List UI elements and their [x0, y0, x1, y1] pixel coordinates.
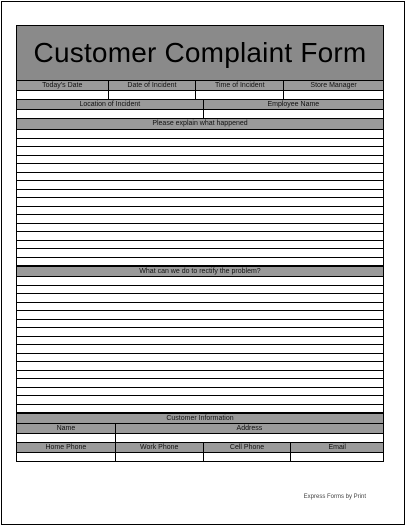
explain-lines[interactable]: [16, 130, 384, 266]
name-address-fields-row: [16, 434, 384, 443]
date-of-incident-label: Date of Incident: [109, 81, 197, 90]
time-of-incident-field[interactable]: [196, 91, 284, 99]
rectify-section-header: What can we do to rectify the problem?: [16, 266, 384, 277]
location-fields-row: [16, 110, 384, 119]
form-title: Customer Complaint Form: [33, 37, 367, 68]
name-field[interactable]: [17, 434, 116, 442]
store-manager-field[interactable]: [284, 91, 383, 99]
email-label: Email: [328, 444, 346, 451]
writing-line[interactable]: [17, 294, 383, 303]
writing-line[interactable]: [17, 396, 383, 405]
writing-line[interactable]: [17, 181, 383, 190]
phone-fields-row: [16, 453, 384, 462]
cell-phone-field[interactable]: [204, 453, 292, 461]
writing-line[interactable]: [17, 147, 383, 156]
writing-line[interactable]: [17, 277, 383, 286]
writing-line[interactable]: [17, 190, 383, 199]
writing-line[interactable]: [17, 198, 383, 207]
writing-line[interactable]: [17, 249, 383, 258]
title-banner: [16, 25, 384, 81]
writing-line[interactable]: [17, 337, 383, 346]
writing-line[interactable]: [17, 215, 383, 224]
writing-line[interactable]: [17, 320, 383, 329]
writing-line[interactable]: [17, 405, 383, 414]
explain-section-header: Please explain what happened: [16, 119, 384, 130]
writing-line[interactable]: [17, 156, 383, 165]
writing-line[interactable]: [17, 303, 383, 312]
work-phone-field[interactable]: [116, 453, 204, 461]
location-label: Location of Incident: [17, 100, 204, 109]
employee-name-field[interactable]: [204, 110, 383, 118]
email-field[interactable]: [291, 453, 383, 461]
writing-line[interactable]: [17, 173, 383, 182]
location-field[interactable]: [17, 110, 204, 118]
todays-date-label: Today's Date: [17, 81, 109, 90]
writing-line[interactable]: [17, 224, 383, 233]
incident-fields-row: [16, 91, 384, 100]
writing-line[interactable]: [17, 362, 383, 371]
writing-line[interactable]: [17, 379, 383, 388]
name-address-header-row: [16, 424, 384, 434]
writing-line[interactable]: [17, 371, 383, 380]
home-phone-field[interactable]: [17, 453, 116, 461]
writing-line[interactable]: [17, 241, 383, 250]
date-of-incident-field[interactable]: [109, 91, 197, 99]
cell-phone-label: Cell Phone: [204, 443, 292, 452]
writing-line[interactable]: [17, 328, 383, 337]
writing-line[interactable]: [17, 258, 383, 267]
employee-name-label: Employee Name: [267, 101, 320, 108]
writing-line[interactable]: [17, 345, 383, 354]
writing-line[interactable]: [17, 354, 383, 363]
writing-line[interactable]: [17, 388, 383, 397]
customer-info-header: Customer Information: [16, 413, 384, 424]
writing-line[interactable]: [17, 207, 383, 216]
work-phone-label: Work Phone: [116, 443, 204, 452]
address-field[interactable]: [116, 434, 383, 442]
location-header-row: [16, 100, 384, 110]
store-manager-label: Store Manager: [310, 82, 357, 89]
writing-line[interactable]: [17, 286, 383, 295]
writing-line[interactable]: [17, 164, 383, 173]
address-label: Address: [236, 425, 263, 432]
footer-credit: Express Forms by Print: [303, 494, 366, 500]
writing-line[interactable]: [17, 130, 383, 139]
todays-date-field[interactable]: [17, 91, 109, 99]
form-page: [1, 1, 405, 525]
writing-line[interactable]: [17, 232, 383, 241]
phone-header-row: [16, 443, 384, 453]
incident-header-row: [16, 81, 384, 91]
complaint-form: [16, 25, 384, 462]
time-of-incident-label: Time of Incident: [196, 81, 284, 90]
rectify-lines[interactable]: [16, 277, 384, 413]
home-phone-label: Home Phone: [17, 443, 116, 452]
name-label: Name: [17, 424, 116, 433]
writing-line[interactable]: [17, 311, 383, 320]
writing-line[interactable]: [17, 139, 383, 148]
